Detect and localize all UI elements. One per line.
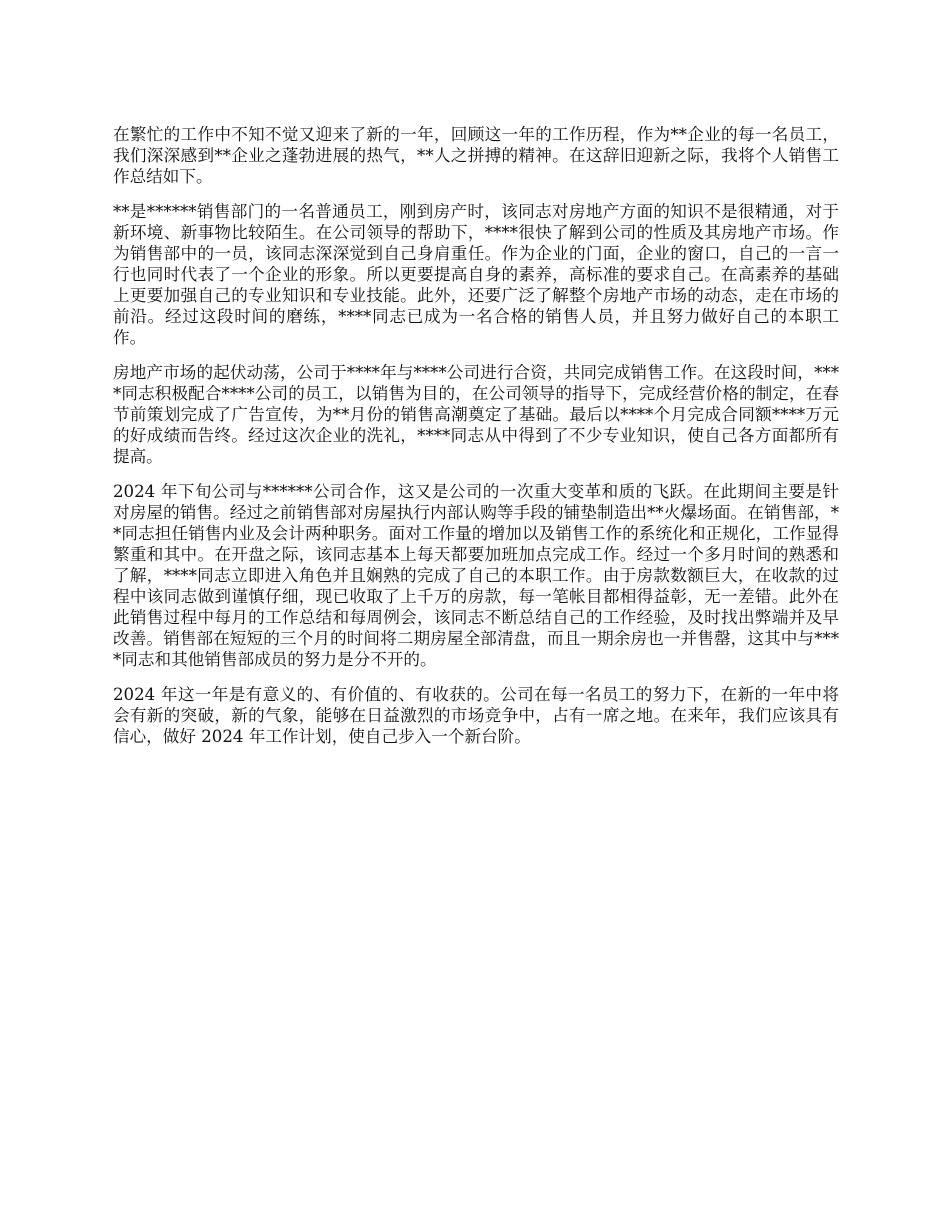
- paragraph-2024-cooperation: 2024 年下旬公司与******公司合作，这又是公司的一次重大变革和质的飞跃。在此期间主要是针对房屋的销售。经过之前销售部对房屋执行内部认购等手段的铺垫制造出**火爆场面。在销售部，**同志担任销售内业及会计两种职务。面对工作量的增加以及销售工作的系统化和正规化，工作显得繁重和其中。在开盘之际，该同志基本上每天都要加班加点完成工作。经过一个多月时间的熟悉和了解，****同志立即进入角色并且娴熟的完成了自己的本职工作。由于房款数额巨大，在收款的过程中该同志做到谨慎仔细，现已收取了上千万的房款，每一笔帐目都相得益彰，无一差错。此外在此销售过程中每月的工作总结和每周例会，该同志不断总结自己的工作经验，及时找出弊端并及早改善。销售部在短短的三个月的时间将二期房屋全部清盘，而且一期余房也一并售罄，这其中与****同志和其他销售部成员的努力是分不开的。: [113, 482, 839, 669]
- paragraph-joint-venture: 房地产市场的起伏动荡，公司于****年与****公司进行合资，共同完成销售工作。在这段时间，****同志积极配合****公司的员工，以销售为目的，在公司领导的指导下，完成经营价格的制定，在春节前策划完成了广告宣传，为**月份的销售高潮奠定了基础。最后以****个月完成合同额****万元的好成绩而告终。经过这次企业的洗礼，****同志从中得到了不少专业知识，使自己各方面都所有提高。: [113, 363, 839, 466]
- paragraph-intro: 在繁忙的工作中不知不觉又迎来了新的一年，回顾这一年的工作历程，作为**企业的每一名员工，我们深深感到**企业之蓬勃进展的热气，**人之拼搏的精神。在这辞旧迎新之际，我将个人销售工作总结如下。: [113, 125, 839, 186]
- paragraph-background: **是******销售部门的一名普通员工，刚到房产时，该同志对房地产方面的知识不是很精通，对于新环境、新事物比较陌生。在公司领导的帮助下，****很快了解到公司的性质及其房地产市场。作为销售部中的一员，该同志深深觉到自己身肩重任。作为企业的门面，企业的窗口，自己的一言一行也同时代表了一个企业的形象。所以更要提高自身的素养，高标准的要求自己。在高素养的基础上更要加强自己的专业知识和专业技能。此外，还要广泛了解整个房地产市场的动态，走在市场的前沿。经过这段时间的磨练，****同志已成为一名合格的销售人员，并且努力做好自己的本职工作。: [113, 202, 839, 347]
- paragraph-conclusion: 2024 年这一年是有意义的、有价值的、有收获的。公司在每一名员工的努力下，在新的一年中将会有新的突破，新的气象，能够在日益激烈的市场竞争中，占有一席之地。在来年，我们应该具有信心，做好 2024 年工作计划，使自己步入一个新台阶。: [113, 685, 839, 746]
- document-body: [113, 124, 839, 761]
